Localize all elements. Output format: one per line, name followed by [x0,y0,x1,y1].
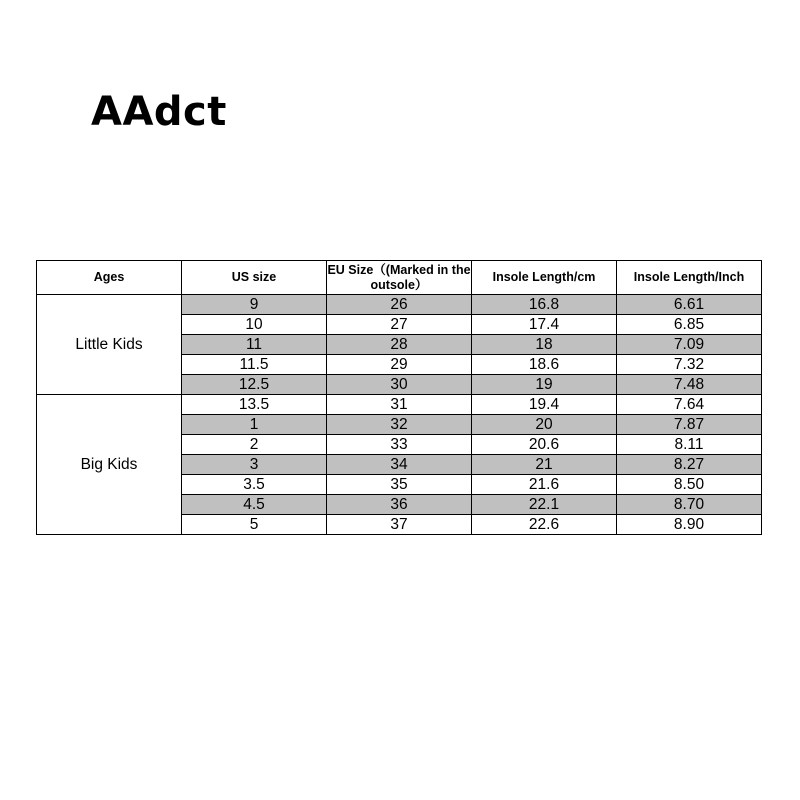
table-header-row [37,261,762,295]
us-size-cell: 5 [182,515,327,535]
insole-cm-cell: 17.4 [472,315,617,335]
insole-cm-cell: 16.8 [472,295,617,315]
insole-cm-cell: 21 [472,455,617,475]
insole-inch-cell: 6.61 [617,295,762,315]
insole-inch-cell: 6.85 [617,315,762,335]
eu-size-cell: 35 [327,475,472,495]
us-size-cell: 10 [182,315,327,335]
insole-inch-cell: 8.11 [617,435,762,455]
eu-size-cell: 27 [327,315,472,335]
eu-size-cell: 30 [327,375,472,395]
insole-cm-cell: 20 [472,415,617,435]
insole-inch-cell: 7.87 [617,415,762,435]
size-chart-table [36,260,762,535]
insole-cm-cell: 21.6 [472,475,617,495]
brand-title: AAdct [91,89,227,135]
us-size-cell: 2 [182,435,327,455]
insole-cm-cell: 22.6 [472,515,617,535]
insole-cm-cell: 19 [472,375,617,395]
eu-size-cell: 33 [327,435,472,455]
eu-size-cell: 34 [327,455,472,475]
eu-size-cell: 28 [327,335,472,355]
insole-inch-cell: 7.09 [617,335,762,355]
insole-inch-cell: 7.48 [617,375,762,395]
insole-inch-cell: 8.50 [617,475,762,495]
us-size-cell: 3.5 [182,475,327,495]
insole-inch-cell: 8.27 [617,455,762,475]
eu-size-cell: 36 [327,495,472,515]
eu-size-cell: 29 [327,355,472,375]
us-size-cell: 12.5 [182,375,327,395]
table-row [37,395,762,415]
us-size-cell: 13.5 [182,395,327,415]
column-header-insole-inch: Insole Length/Inch [617,261,762,295]
eu-size-cell: 32 [327,415,472,435]
eu-size-cell: 26 [327,295,472,315]
column-header-us-size: US size [182,261,327,295]
us-size-cell: 11 [182,335,327,355]
insole-cm-cell: 20.6 [472,435,617,455]
age-group-label: Big Kids [37,395,182,535]
insole-inch-cell: 7.32 [617,355,762,375]
us-size-cell: 4.5 [182,495,327,515]
insole-inch-cell: 8.70 [617,495,762,515]
insole-cm-cell: 19.4 [472,395,617,415]
eu-size-cell: 31 [327,395,472,415]
us-size-cell: 11.5 [182,355,327,375]
column-header-ages: Ages [37,261,182,295]
table-row [37,295,762,315]
insole-inch-cell: 8.90 [617,515,762,535]
insole-cm-cell: 18 [472,335,617,355]
column-header-eu-size: EU Size（(Marked in the outsole） [327,261,472,295]
eu-size-cell: 37 [327,515,472,535]
us-size-cell: 1 [182,415,327,435]
us-size-cell: 3 [182,455,327,475]
insole-cm-cell: 18.6 [472,355,617,375]
table-body [37,295,762,535]
insole-inch-cell: 7.64 [617,395,762,415]
age-group-label: Little Kids [37,295,182,395]
us-size-cell: 9 [182,295,327,315]
insole-cm-cell: 22.1 [472,495,617,515]
column-header-insole-cm: Insole Length/cm [472,261,617,295]
